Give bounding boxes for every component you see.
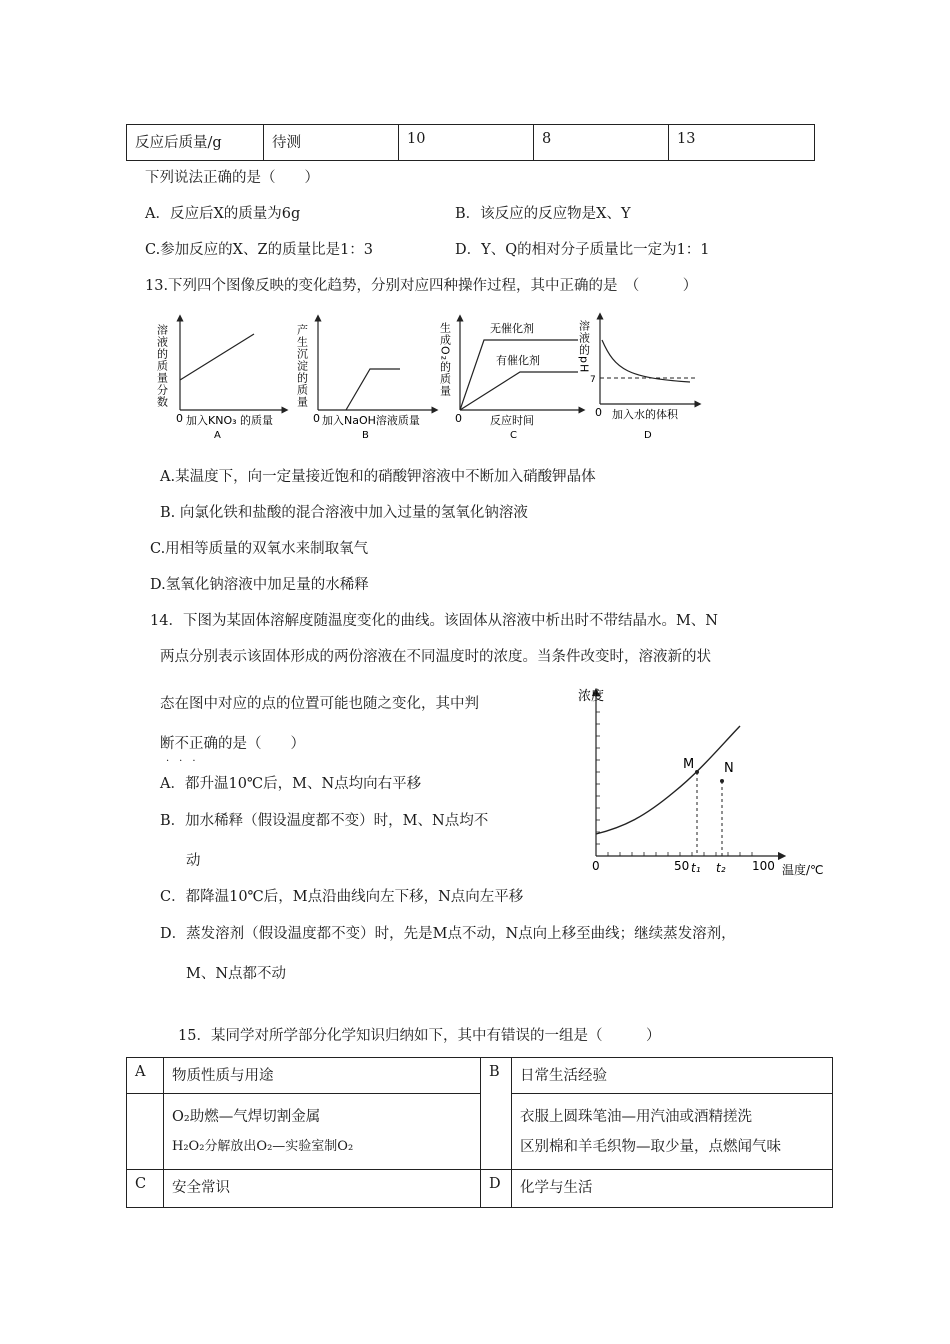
- graph-c-tag: C: [510, 430, 517, 441]
- graph-ylabel: 浓度: [578, 689, 605, 704]
- graph-a-tag: A: [214, 430, 221, 441]
- t2-label: t₂: [716, 861, 726, 875]
- cell-a-line-2: H₂O₂分解放出O₂—实验室制O₂: [172, 1139, 354, 1154]
- tick-100: 100: [752, 859, 775, 873]
- q13-graphs: [150, 312, 710, 444]
- q12-option-c: C.参加反应的X、Z的质量比是1：3: [145, 242, 374, 258]
- table-cell: 待测: [264, 125, 399, 161]
- q14-stem-3: 态在图中对应的点的位置可能也随之变化，其中判: [160, 696, 479, 712]
- solubility-curve: [596, 726, 740, 834]
- table-cell: 10: [399, 125, 534, 161]
- cell-d-label: D: [481, 1170, 512, 1208]
- graph-c-line-2: [460, 372, 578, 410]
- q14-option-b-2: 动: [186, 853, 201, 869]
- cell-c-label: C: [127, 1170, 164, 1208]
- graph-b-xlabel: 加入NaOH溶液质量: [322, 414, 420, 427]
- graph-c-curve1-label: 无催化剂: [490, 322, 534, 335]
- graph-b: [296, 318, 436, 441]
- cell-b-title: 日常生活经验: [512, 1058, 833, 1094]
- graph-a: [156, 318, 286, 441]
- graph-b-ylabel: 产生沉淀的质量: [295, 324, 309, 408]
- t1-label: t₁: [691, 861, 701, 875]
- q13-option-b: B. 向氯化铁和盐酸的混合溶液中加入过量的氢氧化钠溶液: [160, 505, 528, 521]
- table-cell: 反应后质量/g: [127, 125, 264, 161]
- q14-graph: [578, 684, 834, 882]
- graph-b-tag: B: [362, 430, 369, 441]
- q14-option-a: A．都升温10℃后，M、N点均向右平移: [160, 776, 422, 792]
- graph-a-origin: 0: [176, 412, 183, 425]
- cell-b-line-2: 区别棉和羊毛织物—取少量，点燃闻气味: [520, 1139, 781, 1155]
- graph-a-line: [180, 334, 254, 380]
- cell-a-content: [164, 1094, 481, 1170]
- cell-a-line-1: O₂助燃—气焊切割金属: [172, 1109, 321, 1125]
- graph-c-origin: 0: [455, 412, 462, 425]
- q14-option-d-1: D．蒸发溶剂（假设温度都不变）时，先是M点不动，N点向上移至曲线；继续蒸发溶剂，: [160, 926, 736, 942]
- cell-a-title: 物质性质与用途: [164, 1058, 481, 1094]
- q12-option-b: B．该反应的反应物是X、Y: [455, 206, 631, 222]
- graph-d-origin: 0: [595, 406, 602, 419]
- graph-b-line: [346, 369, 400, 410]
- cell-d-title: 化学与生活: [512, 1170, 833, 1208]
- graph-c-curve2-label: 有催化剂: [496, 354, 540, 367]
- q15-stem: 15．某同学对所学部分化学知识归纳如下，其中有错误的一组是（ ）: [178, 1028, 661, 1044]
- q14-stem-2: 两点分别表示该固体形成的两份溶液在不同温度时的浓度。当条件改变时，溶液新的状: [160, 649, 711, 665]
- q12-stem: 下列说法正确的是（ ）: [145, 170, 319, 186]
- graph-d-xlabel: 加入水的体积: [612, 408, 678, 421]
- cell-b-content: [512, 1094, 833, 1170]
- graph-c: [439, 318, 583, 441]
- q14-option-b-1: B．加水稀释（假设温度都不变）时，M、N点均不: [160, 813, 489, 829]
- graph-xlabel: 温度/℃: [782, 863, 824, 877]
- q13-stem: 13.下列四个图像反映的变化趋势，分别对应四种操作过程，其中正确的是 （ ）: [145, 278, 698, 294]
- tick-50: 50: [674, 859, 690, 873]
- q14-option-d-2: M、N点都不动: [186, 966, 287, 982]
- q12-option-d: D．Y、Q的相对分子质量比一定为1：1: [455, 242, 710, 258]
- graph-c-xlabel: 反应时间: [490, 414, 534, 427]
- q13-option-d: D.氢氧化钠溶液中加足量的水稀释: [150, 577, 369, 593]
- cell-b-line-1: 衣服上圆珠笔油—用汽油或酒精搓洗: [520, 1109, 752, 1125]
- tick-0: 0: [592, 859, 600, 873]
- point-n: [720, 779, 724, 783]
- q14-emphasis-dots: ···: [166, 756, 206, 767]
- graph-a-xlabel: 加入KNO₃ 的质量: [186, 414, 274, 427]
- q12-option-a: A．反应后X的质量为6g: [145, 206, 301, 222]
- point-n-label: N: [724, 761, 734, 776]
- table-cell: 8: [534, 125, 669, 161]
- q13-option-a: A.某温度下，向一定量接近饱和的硝酸钾溶液中不断加入硝酸钾晶体: [160, 469, 596, 485]
- graph-d-tick: 7: [590, 375, 596, 385]
- graph-d: [578, 316, 699, 441]
- point-m-label: M: [683, 757, 695, 772]
- graph-d-curve: [602, 340, 690, 382]
- q14-stem-4: 断不正确的是（ ）: [160, 736, 305, 752]
- q15-table: [126, 1057, 833, 1208]
- cell-b-label: B: [481, 1058, 512, 1170]
- graph-a-ylabel: 溶液的质量分数: [155, 324, 169, 408]
- q14-stem-1: 14．下图为某固体溶解度随温度变化的曲线。该固体从溶液中析出时不带结晶水。M、N: [150, 613, 718, 629]
- point-m: [695, 770, 699, 774]
- graph-c-ylabel: 生成O₂的质量: [438, 322, 452, 398]
- graph-b-origin: 0: [313, 412, 320, 425]
- graph-d-ylabel: 溶液的pH: [577, 320, 591, 374]
- q14-option-c: C．都降温10℃后，M点沿曲线向左下移，N点向左平移: [160, 889, 524, 905]
- graph-d-tag: D: [644, 430, 652, 441]
- cell-c-title: 安全常识: [164, 1170, 481, 1208]
- q12-table: [126, 124, 815, 161]
- q13-option-c: C.用相等质量的双氧水来制取氧气: [150, 541, 369, 557]
- table-cell: 13: [669, 125, 815, 161]
- cell-a-label: A: [127, 1058, 164, 1094]
